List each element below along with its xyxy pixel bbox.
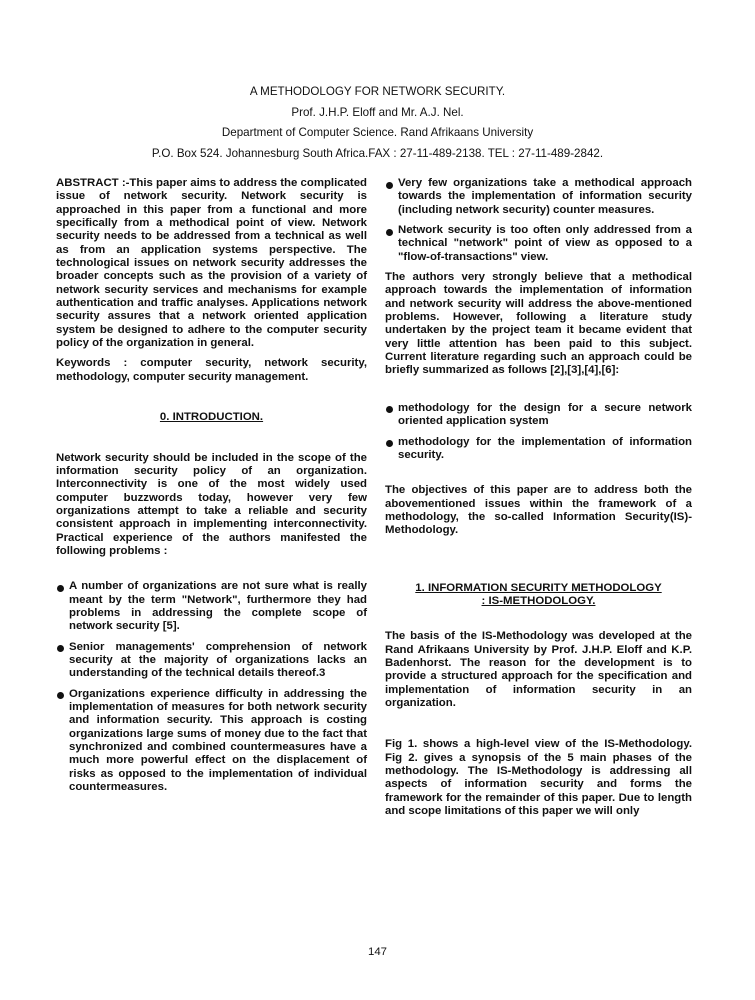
left-column	[56, 177, 367, 801]
intro-paragraph: Network security should be included in the scope of the information security policy of an organization. Interconnectivity is one of the most widely used computer buzzwords today, however very few organizations attempt to take a reliable and security consistent approach in implementing interconnectivity. Practical experience of the authors manifested the following problems :	[56, 451, 367, 557]
abstract: ABSTRACT :-This paper aims to address the complicated issue of network security. Network security is approached in this paper from a functional and more specifically from a methodical point of view. Network security needs to be addressed from a technical as well as from an application systems perspective. The technological issues on network security addresses the broader concepts such as the provision of a variety of network security services and mechanisms for example authentication and traffic analyses. Applications network security assures that a network oriented application system be designed to adhere to the computer security policy of the organization in general.	[56, 177, 367, 350]
page-number: 147	[367, 946, 387, 958]
list-item-text: Network security is too often only addressed from a technical "network" point of view as opposed to a "flow-of-transactions" view.	[398, 224, 692, 263]
bullet-icon	[386, 440, 393, 447]
authors-paragraph: The authors very strongly believe that a methodical approach towards the implementation of information and network security will address the above-mentioned problems. However, following a literature study undertaken by the project team it became evident that very little attention has been paid to this subject. Current literature regarding such an approach could be briefly summarized as follows [2],[3],[4],[6]:	[385, 271, 692, 377]
problem-list-continued	[385, 177, 692, 264]
bullet-icon	[57, 585, 64, 592]
list-item-text: methodology for the implementation of information security.	[398, 435, 692, 461]
list-item	[385, 402, 692, 429]
list-item-text: Senior managements' comprehension of network security at the majority of organizations lacks an understanding of the technical details thereof.3	[69, 640, 367, 680]
section-heading-methodology	[385, 582, 692, 609]
methodology-paragraph-2: Fig 1. shows a high-level view of the IS-Methodology. Fig 2. gives a synopsis of the 5 main phases of the methodology. The IS-Methodology is addressing all aspects of information security and forms the framework for the remainder of this paper. Due to length and scope limitations of this paper we will only	[385, 738, 692, 818]
list-item	[56, 688, 367, 795]
right-column	[385, 177, 692, 825]
section-heading-line2: : IS-METHODOLOGY.	[481, 594, 596, 607]
list-item	[385, 224, 692, 264]
list-item-text: Organizations experience difficulty in addressing the implementation of measures for both network security and information security. This approach is costing organizations large sums of money due to the fact that synchronized and combined countermeasures have a much more powerful effect on the displacement of risks as opposed to the implementation of individual countermeasures.	[69, 687, 367, 794]
list-item-text: A number of organizations are not sure what is really meant by the term "Network", furthermore they had problems in addressing the complete scope of network security [5].	[69, 580, 367, 633]
list-item-text: Very few organizations take a methodical approach towards the implementation of information security (including network security) counter measures.	[398, 177, 692, 216]
literature-list	[385, 402, 692, 462]
bullet-icon	[386, 406, 393, 413]
objectives-paragraph: The objectives of this paper are to address both the abovementioned issues within the framework of a methodology, the so-called Information Security(IS)-Methodology.	[385, 484, 692, 537]
keywords: Keywords : computer security, network security, methodology, computer security management.	[56, 357, 367, 383]
section-heading-line1: 1. INFORMATION SECURITY METHODOLOGY	[415, 581, 662, 594]
bullet-icon	[386, 229, 393, 236]
bullet-icon	[386, 182, 393, 189]
paper-authors: Prof. J.H.P. Eloff and Mr. A.J. Nel.	[291, 105, 464, 119]
list-item	[385, 436, 692, 463]
paper-title: A METHODOLOGY FOR NETWORK SECURITY.	[249, 85, 506, 98]
bullet-icon	[57, 645, 64, 652]
problem-list	[56, 580, 367, 794]
list-item	[56, 580, 367, 633]
list-item-text: methodology for the design for a secure network oriented application system	[398, 401, 692, 428]
list-item	[56, 641, 367, 681]
methodology-paragraph-1: The basis of the IS-Methodology was developed at the Rand Afrikaans University by Prof. J.H.P. Eloff and K.P. Badenhorst. The reason for the development is to provide a structured approach for the specification and implementation of information security in an organization.	[385, 630, 692, 709]
list-item	[385, 177, 692, 217]
paper-header	[0, 82, 755, 164]
bullet-icon	[57, 692, 64, 699]
section-heading-introduction: 0. INTRODUCTION.	[159, 411, 264, 424]
paper-address: P.O. Box 524. Johannesburg South Africa.FAX : 27-11-489-2138. TEL : 27-11-489-2842.	[151, 146, 604, 160]
paper-affiliation: Department of Computer Science. Rand Afrikaans University	[221, 126, 534, 139]
